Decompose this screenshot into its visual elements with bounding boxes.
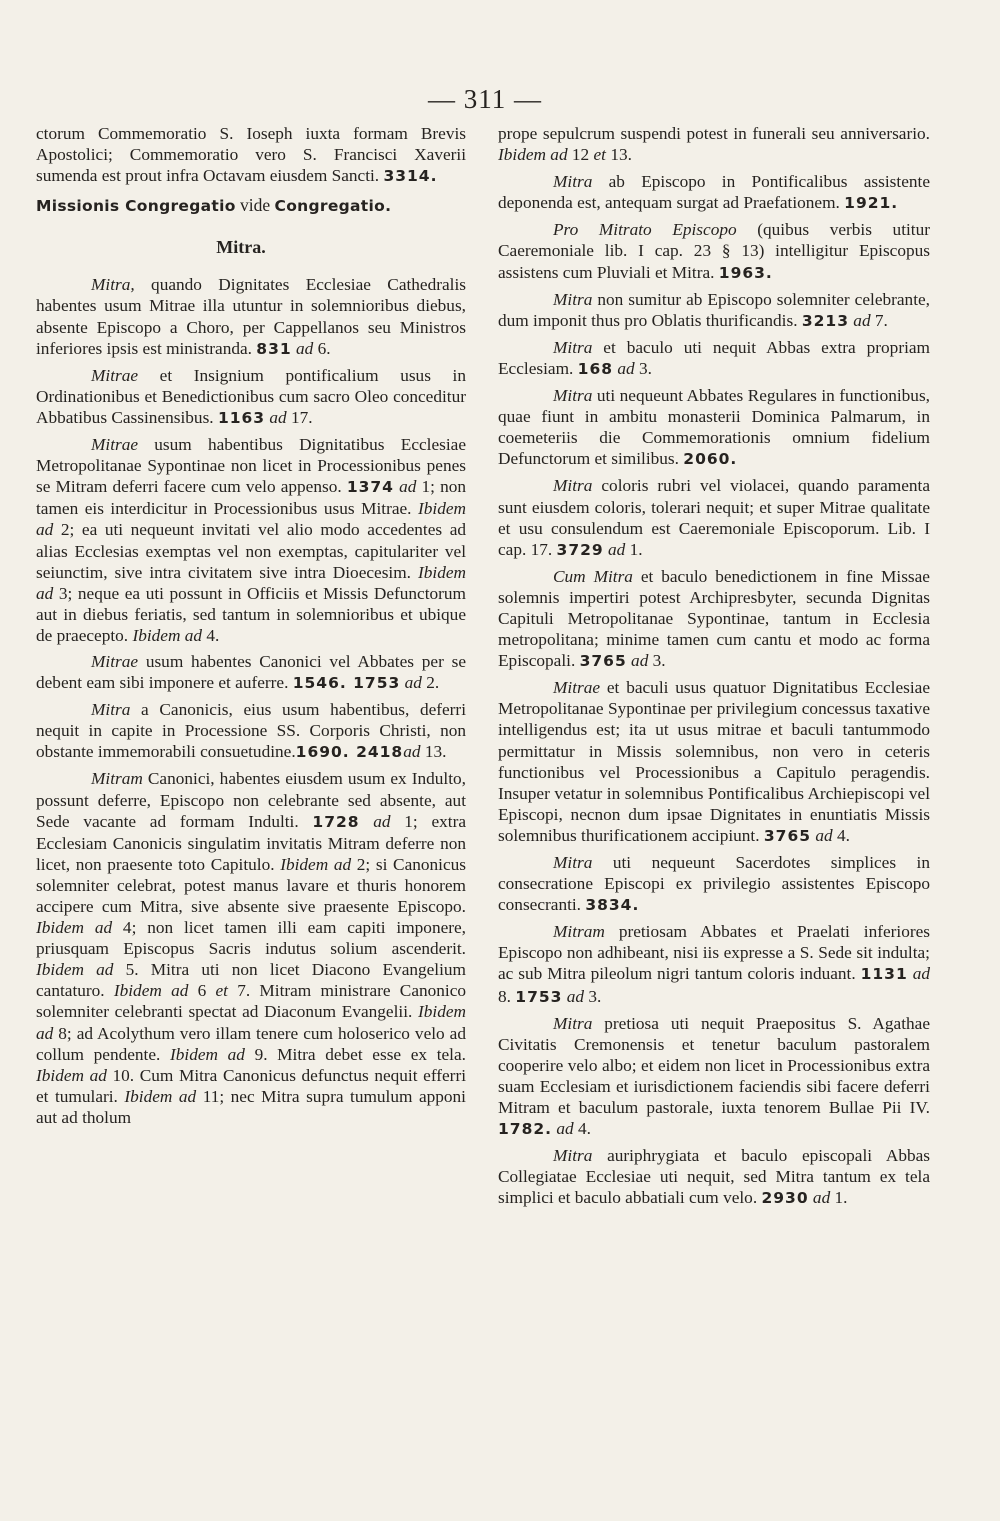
heading-term: Missionis Congregatio <box>36 197 236 216</box>
text-run: 17. <box>286 407 313 427</box>
decree-number: 1546. 1753 <box>292 674 401 693</box>
text-run: uti nequeunt Abbates Regulares in functionibus, quae fiunt in ambitu monasterii Dominica Palmarum, in coemeteriis die Commemorationis omnium fidelium Defunctorum et similibus. <box>498 386 930 469</box>
text-run: non sumitur ab Episcopo solemniter celebrante, dum imponit thus pro Oblatis thurificandis. <box>498 289 930 330</box>
text-run: et baculo benedictionem in fine Missae solemnis impertiri potest Archipresbyter, secunda Dignitas Capituli Metropolitanae Sypontinae, tantum in Ecclesia metropolitana; minime tamen cum cantu et modo ac forma Episcopali. <box>498 566 930 671</box>
italic-text: Mitra <box>553 1146 593 1166</box>
italic-text: Pro Mitrato Episcopo <box>553 220 737 240</box>
text-run: auriphrygiata et baculo episcopali Abbas Collegiatae Ecclesiae uti nequit, sed Mitra tantum ex tela simplici et baculo abbatiali cum velo. <box>498 1146 930 1208</box>
italic-text: ad <box>907 964 930 984</box>
decree-number: 168 <box>577 359 614 378</box>
italic-text: ad <box>603 539 626 559</box>
decree-number: 3213 <box>801 311 849 330</box>
italic-text: Ibidem ad <box>36 1002 466 1043</box>
italic-text: Ibidem ad <box>170 1044 245 1064</box>
entry-paragraph <box>498 219 930 283</box>
text-run: 7. Mitram ministrare Canonico solemniter celebranti spectat ad Diaconum Evangelii. <box>36 981 467 1022</box>
decree-number: 2060. <box>683 450 738 469</box>
italic-text: Mitra <box>553 289 593 309</box>
italic-text: Ibidem ad <box>36 918 113 938</box>
entry-paragraph <box>498 475 930 560</box>
text-run: 8. <box>498 986 516 1006</box>
text-run: ab Episcopo in Pontificalibus assistente deponenda est, antequam surgat ad Praefationem. <box>498 172 930 213</box>
decree-number: 831 <box>256 339 292 358</box>
italic-text: Mitram <box>91 769 143 789</box>
decree-number: 3765 <box>579 652 627 671</box>
text-run: coloris rubri vel violacei, quando paramenta sunt eiusdem coloris, tolerari nequit; et super Mitrae qualitate et usu consulendum est Caeremoniale Episcoporum. Lib. I cap. 17. <box>498 476 930 559</box>
italic-text: Mitrae <box>91 651 139 671</box>
text-run: 1. <box>625 539 643 559</box>
text-run: Mitra. <box>216 237 266 258</box>
text-run: pretiosam Abbates et Praelati inferiores Episcopo non adhibeant, nisi iis expresse a S. Sede sit indulta; ac sub Mitra pileolum nigri tantum coloris induant. <box>498 922 930 984</box>
italic-text: Mitra <box>91 700 131 720</box>
italic-text: ad <box>811 825 833 845</box>
italic-text: Cum Mitra <box>553 566 633 586</box>
decree-number: 3314. <box>383 167 438 186</box>
continued-paragraph <box>498 123 930 165</box>
italic-text: Ibidem ad <box>132 625 203 645</box>
italic-text: ad <box>848 310 871 330</box>
entry-paragraph <box>498 677 930 847</box>
text-run: 12 <box>567 145 594 165</box>
text-run: 1; non tamen eis interdicitur in Processionibus usus Mitrae. <box>36 477 466 519</box>
text-run: 4; non licet tamen illi eam capiti imponere, priusquam Episcopus Sacris indutus solium ascenderit. <box>36 918 466 959</box>
italic-text: ad <box>359 811 391 831</box>
text-run: 2. <box>421 673 440 693</box>
italic-text: Mitrae <box>91 365 139 385</box>
text-run: usum habentibus Dignitatibus Ecclesiae Metropolitanae Sypontinae non licet in Processionibus penes se Mitram deferri facere cum velo appenso. <box>36 435 466 497</box>
italic-text: ad <box>626 651 649 671</box>
entry-paragraph <box>36 768 466 1128</box>
text-run: 10. Cum Mitra Canonicus defunctus nequit efferri et tumulari. <box>36 1065 466 1106</box>
text-run: et baculo uti nequit Abbas extra propriam Ecclesiam. <box>498 337 930 378</box>
italic-text: Ibidem ad <box>113 981 189 1001</box>
italic-text: ad <box>562 986 585 1006</box>
text-run: a Canonicis, eius usum habentibus, deferri nequit in capite in Processione SS. Corporis Christi, non obstante immemorabili consuetudine. <box>36 700 466 762</box>
text-run: 4. <box>573 1119 591 1139</box>
decree-number: 1782. <box>498 1120 553 1139</box>
text-run: usum habentes Canonici vel Abbates per se debent eam sibi imponere et auferre. <box>36 651 466 693</box>
italic-text: Ibidem ad <box>36 499 466 540</box>
text-run: 8; ad Acolythum vero illam tenere cum holoserico velo ad collum pendente. <box>36 1023 466 1064</box>
entry-paragraph <box>498 566 930 672</box>
text-run: vide <box>235 195 275 216</box>
decree-number: 2930 <box>761 1189 809 1208</box>
text-run: et Insignium pontificalium usus in Ordinationibus et Benedictionibus cum sacro Oleo conceditur Abbatibus Cassinensibus. <box>36 365 466 427</box>
italic-text: Ibidem ad <box>36 960 114 980</box>
decree-number: 3765 <box>763 826 812 845</box>
italic-text: ad <box>613 358 635 378</box>
text-run: Canonici, habentes eiusdem usum ex Indulto, possunt deferre, Episcopo non celebrante sed absente, aut Sede vacante ad formam Indulti. <box>36 769 466 831</box>
italic-text: Mitra <box>553 853 593 872</box>
decree-number: 1690. 2418 <box>295 743 404 762</box>
text-run: 7. <box>870 310 888 330</box>
text-run: 3. <box>634 358 652 378</box>
italic-text: ad <box>393 477 417 497</box>
text-run: 3; neque ea uti possunt in Officiis et Missis Defunctorum aut in diebus feriatis, sed tantum in solemnioribus et ubique de praecepto. <box>36 583 466 645</box>
decree-number: 3729 <box>556 540 604 559</box>
italic-text: et <box>593 145 606 165</box>
italic-text: Ibidem ad <box>36 1065 107 1085</box>
text-run: uti nequeunt Sacerdotes simplices in consecratione Episcopi ex privilegio assistentes Episcopo consecranti. <box>498 853 930 915</box>
text-run: 4. <box>832 825 850 845</box>
text-run: 5. Mitra uti non licet Diacono Evangelium cantaturo. <box>36 960 466 1001</box>
decree-number: 1921. <box>844 194 899 213</box>
heading-term: Congregatio. <box>274 197 392 216</box>
right-column <box>498 123 930 1215</box>
text-run: quando Dignitates Ecclesiae Cathedralis habentes usum Mitrae illa utuntur in solemnioribus diebus, absente Episcopo a Choro, per Cappellanos seu Ministros inferiores ipsis est ministranda. <box>36 275 466 358</box>
text-run: 1. <box>830 1188 848 1208</box>
italic-text: Mitra <box>553 476 593 496</box>
italic-text: Mitrae <box>553 678 601 698</box>
text-run: pretiosa uti nequit Praepositus S. Agathae Civitatis Cremonensis et tenetur baculum pastoralem cooperire velo albo; et eidem non licet in Processionibus extra suam Ecclesiam et iurisdictionem faciendis sibi facere deferri Mitram et baculum pastorale, iuxta tenorem Bullae Pii IV. <box>498 1013 930 1118</box>
decree-number: 1753 <box>515 987 563 1006</box>
entry-paragraph <box>498 289 930 332</box>
continued-paragraph <box>36 123 466 187</box>
italic-text: ad <box>403 742 421 762</box>
italic-text: Ibidem ad <box>280 854 352 874</box>
text-run: 4. <box>202 625 220 645</box>
text-run: ctorum Commemoratio S. Ioseph iuxta formam Brevis Apostolici; Commemoratio vero S. Francisci Xaverii sumenda est prout infra Octavam eiusdem Sancti. <box>36 124 466 186</box>
text-run: 1; extra Ecclesiam Canonicis singulatim invitatis Mitram deferre non licet, non praesente toto Capitulo. <box>36 811 466 874</box>
text-run: 2; ea uti nequeunt invitati vel alio modo accedentes ad alias Ecclesias exemptas vel non exemptas, capitulariter vel seiunctim, sive intra civitatem sive intra Dioecesim. <box>36 520 466 582</box>
section-heading <box>36 237 466 258</box>
entry-paragraph <box>498 337 930 380</box>
italic-text: Ibidem ad <box>124 1086 197 1106</box>
italic-text: Mitrae <box>91 435 139 455</box>
decree-number: 1963. <box>718 263 773 282</box>
text-run: 6 <box>188 981 216 1001</box>
text-run: prope sepulcrum suspendi potest in funerali seu anniversario. <box>498 124 930 143</box>
italic-text: ad <box>291 338 314 358</box>
decree-number: 1163 <box>217 408 266 427</box>
entry-paragraph <box>36 274 466 359</box>
italic-text: Mitra <box>553 386 593 406</box>
italic-text: Ibidem ad <box>498 145 568 165</box>
entry-paragraph <box>498 1013 930 1141</box>
italic-text: Mitra <box>553 337 593 357</box>
italic-text: Mitra <box>553 1013 593 1033</box>
italic-text: Mitram <box>553 922 605 942</box>
decree-number: 1728 <box>312 812 360 831</box>
entry-paragraph <box>498 171 930 214</box>
entry-paragraph <box>498 385 930 470</box>
entry-paragraph <box>36 699 466 763</box>
text-run: (quibus verbis utitur Caeremoniale lib. I cap. 23 § 13) intelligitur Episcopus assistens cum Pluviali et Mitra. <box>498 220 930 282</box>
text-run: 13. <box>606 145 632 165</box>
text-run: 3. <box>584 986 602 1006</box>
italic-text: Mitra <box>553 172 593 192</box>
italic-text: et <box>215 981 228 1001</box>
entry-paragraph <box>36 651 466 694</box>
text-run: et baculi usus quatuor Dignitatibus Ecclesiae Metropolitanae Sypontinae per privilegium concessus taxative intelligendus est; ita ut usus mitrae et baculi tantummodo permittatur in Missis solemnibus, non vero in ceteris functionibus vel Processionibus a Capitulo peragendis. Insuper vetatur in solemnibus Pontificalibus Archiepiscopi vel Episcopi, necnon dum ipsae Dignitates in enuntiatis Missis solemnibus thurificationem accipiunt. <box>498 678 930 845</box>
text-run: 6. <box>313 338 331 358</box>
text-run: 3. <box>648 651 666 671</box>
text-run: 13. <box>420 742 447 762</box>
cross-reference-heading <box>36 195 466 217</box>
italic-text: Mitra, <box>91 275 135 295</box>
italic-text: ad <box>265 407 287 427</box>
left-column <box>36 123 466 1133</box>
entry-paragraph <box>36 365 466 429</box>
entry-paragraph <box>498 1145 930 1209</box>
decree-number: 1131 <box>860 965 908 984</box>
page-number: — 311 — <box>428 84 542 114</box>
text-run: 11; nec Mitra supra tumulum apponi aut ad tholum <box>36 1086 466 1127</box>
italic-text: ad <box>400 673 422 693</box>
decree-number: 3834. <box>585 896 640 915</box>
entry-paragraph <box>498 921 930 1007</box>
decree-number: 1374 <box>346 478 394 497</box>
entry-paragraph <box>36 434 466 646</box>
italic-text: ad <box>808 1188 831 1208</box>
text-run: 9. Mitra debet esse ex tela. <box>244 1044 466 1064</box>
italic-text: Ibidem ad <box>36 562 466 603</box>
entry-paragraph <box>498 852 930 916</box>
text-run: 2; si Canonicus solemniter celebrat, potest manus lavare et thuris honorem accipere cum Mitra, sive absente sive praesente Episcopo. <box>36 854 466 916</box>
italic-text: ad <box>552 1119 574 1139</box>
